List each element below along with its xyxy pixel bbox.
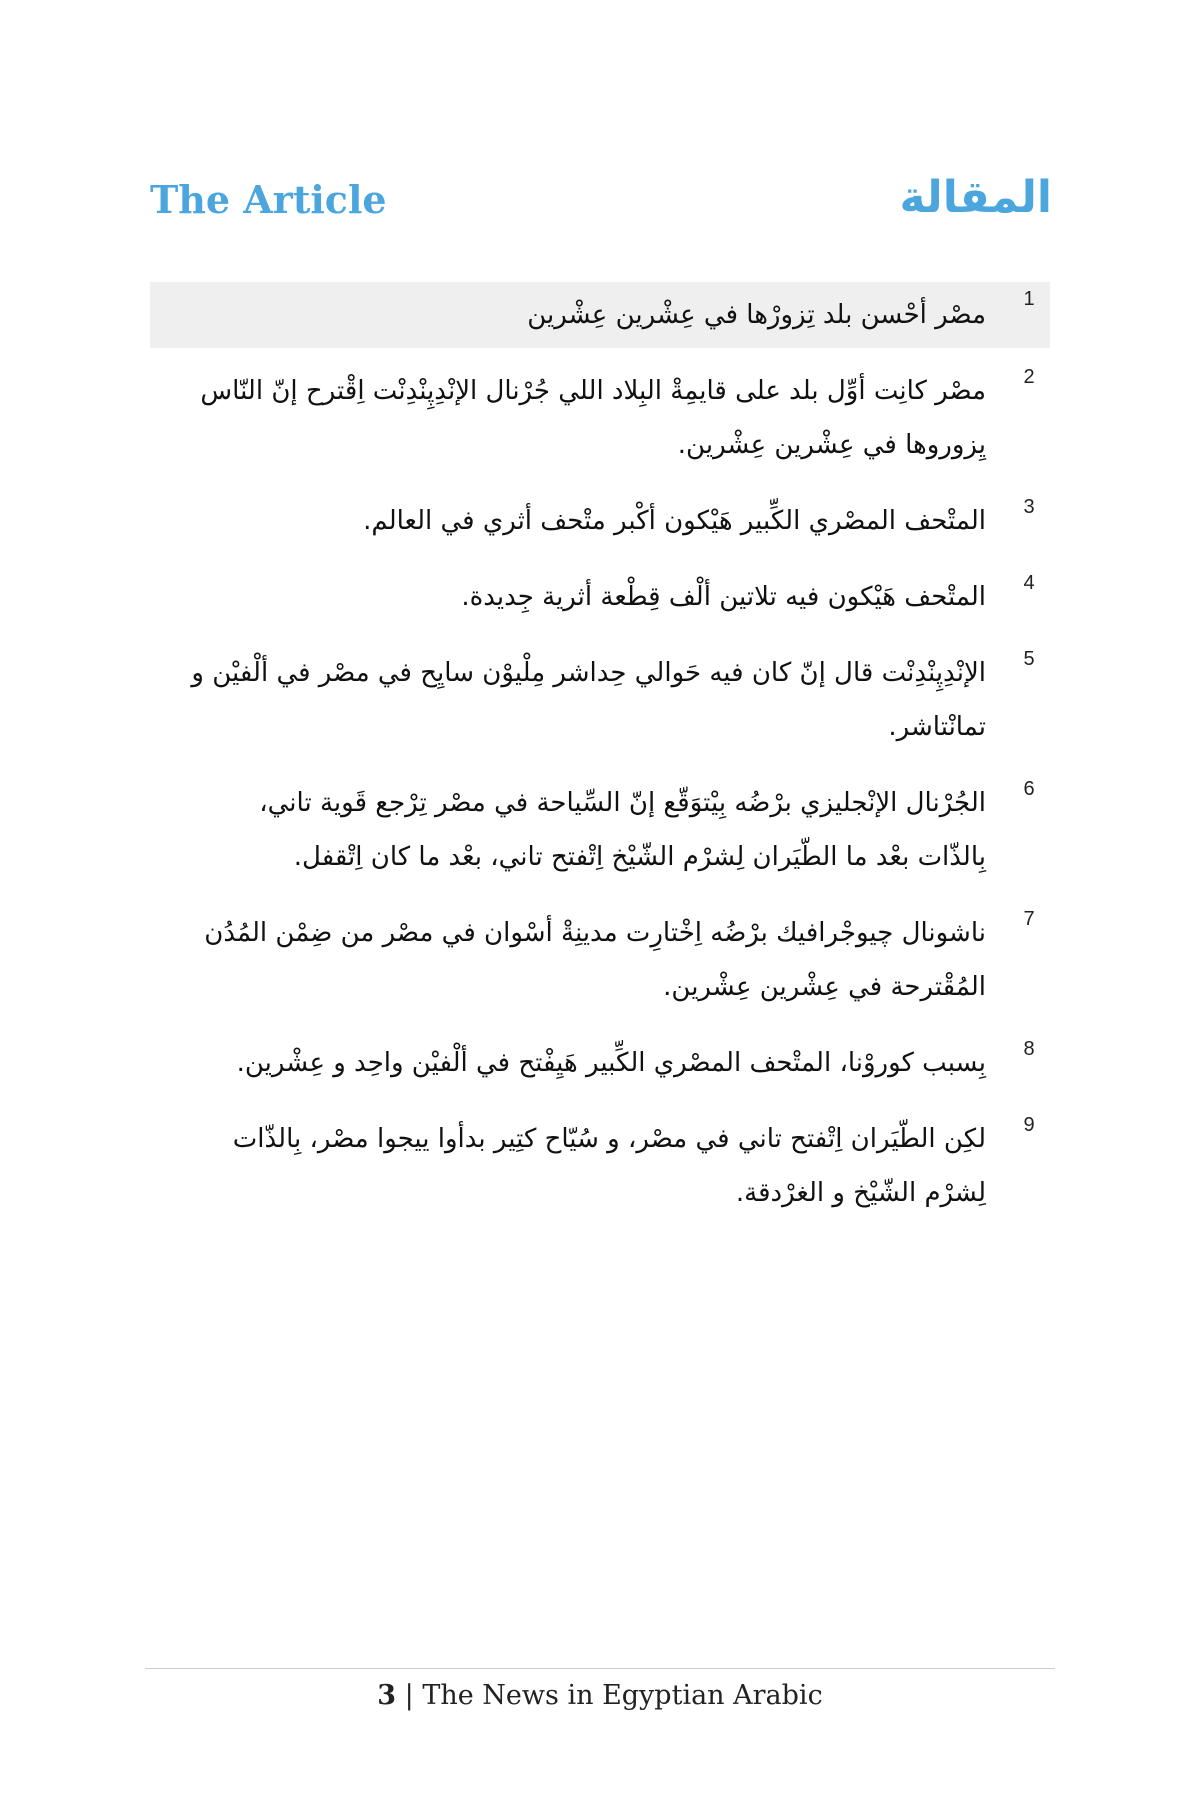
sentence-number: 6 [1023, 778, 1035, 800]
page-footer [150, 1676, 1050, 1716]
sentence-row [150, 360, 1050, 478]
sentence-number: 3 [1023, 496, 1035, 518]
page-header [150, 170, 1050, 240]
sentence-row [150, 902, 1050, 1020]
article-title-english: The Article [150, 177, 387, 222]
footer-separator: | [396, 1680, 423, 1711]
sentence-row [150, 566, 1050, 630]
sentence-text: الجُرْنال الإنْجليزي برْضُه بِيْتوَقّع إنّ السِّياحة في مصْر تِرْجع قَوية تاني، بِالذّات بعْد ما الطّيَران لِشرْم الشّيْخ اِتْفتح تاني، بعْد ما كان اِتْقفل. [259, 788, 986, 872]
sentence-number: 1 [1023, 288, 1035, 310]
sentence-row [150, 1108, 1050, 1226]
sentence-number: 4 [1023, 572, 1035, 594]
sentence-text: مصْر كانِت أوِّل بلد على قايمِةْ البِلاد اللي جُرْنال الإنْدِپِنْدِنْت اِقْترح إنّ النّاس يِزوروها في عِشْرين عِشْرين. [200, 376, 986, 460]
sentence-text: بِسبب كوروْنا، المتْحف المصْري الكِّبير هَيِفْتح في ألْفيْن واحِد و عِشْرين. [236, 1048, 986, 1078]
sentence-row [150, 772, 1050, 890]
sentence-number: 2 [1023, 366, 1035, 388]
sentence-text: ناشونال چيوجْرافيك برْضُه اِخْتارِت مدينِةْ أسْوان في مصْر من ضِمْن المُدُن المُقْترحة في عِشْرين عِشْرين. [204, 918, 986, 1002]
sentence-text: مصْر أحْسن بلد تِزورْها في عِشْرين عِشْرين [527, 300, 986, 330]
sentence-row [150, 642, 1050, 760]
sentence-row [150, 1032, 1050, 1096]
sentence-text: الإنْدِپِنْدِنْت قال إنّ كان فيه حَوالي حِداشر مِلْيوْن سايِح في مصْر في ألْفيْن و تمانْتاشر. [191, 658, 986, 742]
sentence-number: 7 [1023, 908, 1035, 930]
sentence-number: 8 [1023, 1038, 1035, 1060]
book-title: The News in Egyptian Arabic [422, 1680, 823, 1711]
sentence-number: 5 [1023, 648, 1035, 670]
article-title-arabic: المقالة [899, 172, 1052, 223]
sentence-row [150, 490, 1050, 554]
sentence-row-highlighted [150, 282, 1050, 348]
page-number: 3 [377, 1680, 397, 1711]
sentence-number: 9 [1023, 1114, 1035, 1136]
sentence-text: لكِن الطّيَران اِتْفتح تاني في مصْر، و سُيّاح كتِير بدأوا ييجوا مصْر، بِالذّات لِشرْم الشّيْخ و الغرْدقة. [232, 1124, 986, 1208]
sentence-list [150, 282, 1050, 1226]
sentence-text: المتْحف المصْري الكِّبير هَيْكون أكْبر متْحف أثري في العالم. [363, 506, 986, 536]
sentence-text: المتْحف هَيْكون فيه تلاتين ألْف قِطْعة أثرية جِديدة. [461, 582, 986, 612]
footer-divider [145, 1668, 1055, 1669]
